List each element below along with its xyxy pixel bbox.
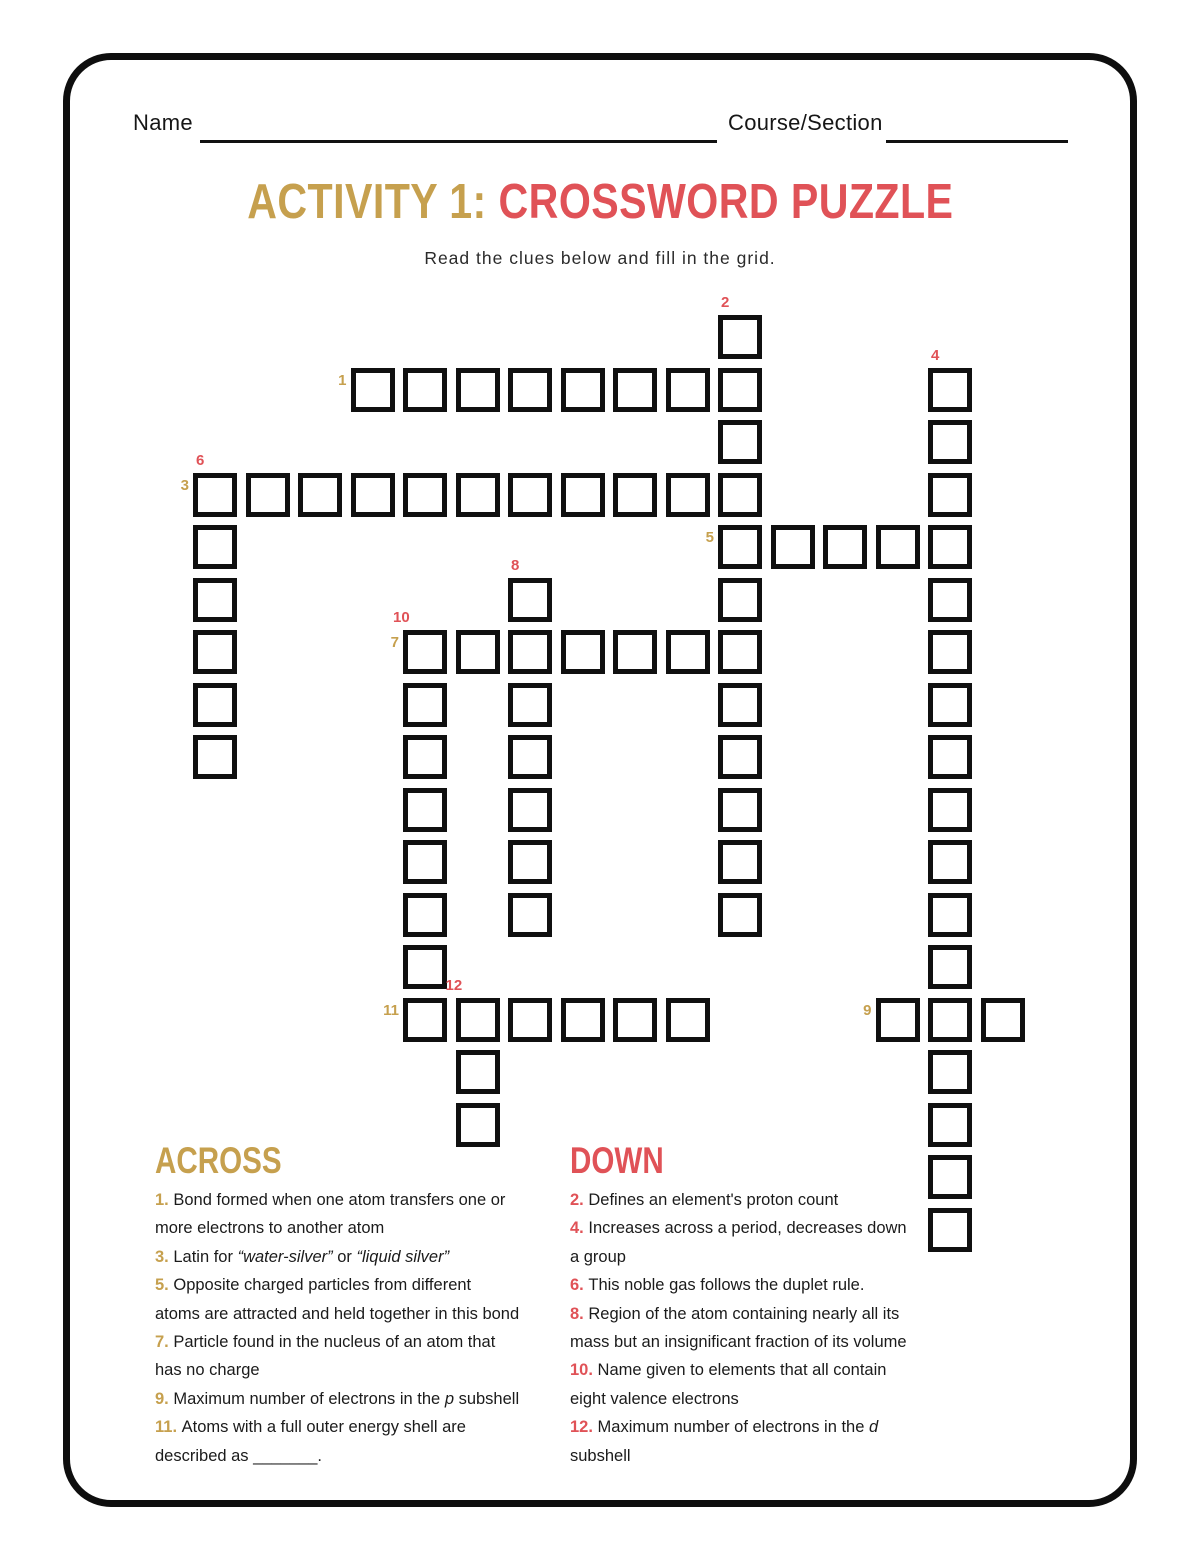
crossword-cell[interactable] xyxy=(928,1103,972,1147)
grid-number-8: 8 xyxy=(511,556,520,574)
crossword-cell[interactable] xyxy=(246,473,290,517)
crossword-cell[interactable] xyxy=(456,473,500,517)
crossword-cell[interactable] xyxy=(928,788,972,832)
crossword-cell[interactable] xyxy=(666,998,710,1042)
clue-number: 2. xyxy=(570,1191,589,1209)
crossword-cell[interactable] xyxy=(876,998,920,1042)
crossword-cell[interactable] xyxy=(193,525,237,569)
crossword-cell[interactable] xyxy=(351,368,395,412)
crossword-cell[interactable] xyxy=(823,525,867,569)
clue-number: 11. xyxy=(155,1418,182,1437)
crossword-cell[interactable] xyxy=(718,735,762,779)
across-clue-list xyxy=(155,1186,520,1470)
crossword-cell[interactable] xyxy=(928,945,972,989)
crossword-cell[interactable] xyxy=(456,998,500,1042)
crossword-cell[interactable] xyxy=(561,630,605,674)
crossword-cell[interactable] xyxy=(403,788,447,832)
crossword-cell[interactable] xyxy=(718,473,762,517)
crossword-cell[interactable] xyxy=(928,1155,972,1199)
crossword-cell[interactable] xyxy=(718,315,762,359)
crossword-cell[interactable] xyxy=(928,473,972,517)
down-clue-2: 2. Defines an element's proton count xyxy=(570,1191,839,1209)
clue-number: 10. xyxy=(570,1361,598,1380)
clue-number: 12. xyxy=(570,1418,598,1437)
crossword-cell[interactable] xyxy=(928,368,972,412)
crossword-cell[interactable] xyxy=(193,735,237,779)
crossword-cell[interactable] xyxy=(718,578,762,622)
crossword-cell[interactable] xyxy=(718,525,762,569)
crossword-cell[interactable] xyxy=(928,525,972,569)
crossword-cell[interactable] xyxy=(403,630,447,674)
crossword-cell[interactable] xyxy=(718,893,762,937)
course-section-label: Course/Section xyxy=(728,110,883,135)
crossword-cell[interactable] xyxy=(718,788,762,832)
crossword-cell[interactable] xyxy=(403,683,447,727)
title-activity: ACTIVITY 1: xyxy=(246,175,499,229)
crossword-cell[interactable] xyxy=(193,578,237,622)
clue-number: 7. xyxy=(155,1333,174,1352)
crossword-cell[interactable] xyxy=(771,525,815,569)
crossword-cell[interactable] xyxy=(718,683,762,727)
crossword-cell[interactable] xyxy=(613,473,657,517)
down-clue-12: 12. Maximum number of electrons in the d subshell xyxy=(570,1418,879,1465)
across-clue-3: 3. Latin for “water-silver” or “liquid silver” xyxy=(155,1247,450,1266)
clue-number: 1. xyxy=(155,1191,174,1209)
grid-number-11: 11 xyxy=(383,1001,399,1019)
clue-number: 4. xyxy=(570,1219,589,1238)
crossword-cell[interactable] xyxy=(298,473,342,517)
crossword-cell[interactable] xyxy=(561,473,605,517)
across-clue-1: 1. Bond formed when one atom transfers one or more electrons to another atom xyxy=(155,1191,506,1238)
crossword-cell[interactable] xyxy=(403,473,447,517)
crossword-cell[interactable] xyxy=(193,683,237,727)
grid-number-9: 9 xyxy=(863,1001,872,1019)
crossword-cell[interactable] xyxy=(193,473,237,517)
down-clue-6: 6. This noble gas follows the duplet rule. xyxy=(570,1276,865,1295)
crossword-cell[interactable] xyxy=(508,840,552,884)
crossword-cell[interactable] xyxy=(928,1208,972,1252)
crossword-cell[interactable] xyxy=(928,840,972,884)
down-clue-list xyxy=(570,1186,915,1470)
crossword-cell[interactable] xyxy=(718,368,762,412)
crossword-cell[interactable] xyxy=(456,1050,500,1094)
crossword-cell[interactable] xyxy=(193,630,237,674)
down-clue-4: 4. Increases across a period, decreases down a group xyxy=(570,1219,907,1266)
across-heading: ACROSS xyxy=(155,1140,282,1181)
course-section-input-line[interactable] xyxy=(886,140,1068,143)
crossword-cell[interactable] xyxy=(718,630,762,674)
crossword-cell[interactable] xyxy=(928,683,972,727)
crossword-cell[interactable] xyxy=(561,368,605,412)
crossword-cell[interactable] xyxy=(718,420,762,464)
crossword-cell[interactable] xyxy=(561,998,605,1042)
crossword-cell[interactable] xyxy=(718,840,762,884)
crossword-cell[interactable] xyxy=(981,998,1025,1042)
title-crossword: CROSSWORD PUZZLE xyxy=(498,175,954,229)
down-heading: DOWN xyxy=(570,1140,664,1181)
crossword-cell[interactable] xyxy=(508,893,552,937)
crossword-cell[interactable] xyxy=(403,368,447,412)
crossword-cell[interactable] xyxy=(666,473,710,517)
name-input-line[interactable] xyxy=(200,140,717,143)
grid-number-6: 6 xyxy=(196,451,205,469)
crossword-cell[interactable] xyxy=(508,735,552,779)
clue-number: 3. xyxy=(155,1247,174,1266)
crossword-cell[interactable] xyxy=(666,368,710,412)
grid-number-12: 12 xyxy=(445,976,463,994)
crossword-cell[interactable] xyxy=(928,578,972,622)
crossword-cell[interactable] xyxy=(613,998,657,1042)
grid-number-3: 3 xyxy=(180,476,189,494)
crossword-cell[interactable] xyxy=(403,735,447,779)
crossword-cell[interactable] xyxy=(928,735,972,779)
crossword-cell[interactable] xyxy=(351,473,395,517)
clue-number: 9. xyxy=(155,1389,174,1408)
crossword-cell[interactable] xyxy=(403,945,447,989)
crossword-cell[interactable] xyxy=(613,630,657,674)
crossword-cell[interactable] xyxy=(928,420,972,464)
grid-number-1: 1 xyxy=(338,371,347,389)
crossword-cell[interactable] xyxy=(508,788,552,832)
crossword-cell[interactable] xyxy=(876,525,920,569)
clue-number: 6. xyxy=(570,1276,589,1295)
crossword-cell[interactable] xyxy=(456,1103,500,1147)
down-clue-10: 10. Name given to elements that all contain eight valence electrons xyxy=(570,1361,887,1408)
across-clue-5: 5. Opposite charged particles from different atoms are attracted and held together in this bond xyxy=(155,1276,520,1323)
crossword-cell[interactable] xyxy=(456,368,500,412)
across-clue-9: 9. Maximum number of electrons in the p subshell xyxy=(155,1389,520,1408)
clue-number: 5. xyxy=(155,1276,174,1295)
crossword-cell[interactable] xyxy=(508,998,552,1042)
grid-number-4: 4 xyxy=(931,346,940,364)
crossword-cell[interactable] xyxy=(928,630,972,674)
grid-number-2: 2 xyxy=(721,294,730,311)
crossword-cell[interactable] xyxy=(928,998,972,1042)
page-title xyxy=(0,174,1200,230)
crossword-cell[interactable] xyxy=(666,630,710,674)
crossword-cell[interactable] xyxy=(928,1050,972,1094)
clue-number: 8. xyxy=(570,1304,589,1323)
crossword-cell[interactable] xyxy=(403,840,447,884)
crossword-cell[interactable] xyxy=(508,473,552,517)
name-label: Name xyxy=(133,110,193,135)
across-clue-7: 7. Particle found in the nucleus of an atom that has no charge xyxy=(155,1333,496,1380)
crossword-cell[interactable] xyxy=(508,578,552,622)
crossword-cell[interactable] xyxy=(403,893,447,937)
crossword-cell[interactable] xyxy=(508,368,552,412)
grid-number-7: 7 xyxy=(390,634,399,651)
crossword-cell[interactable] xyxy=(403,998,447,1042)
crossword-cell[interactable] xyxy=(508,683,552,727)
down-clue-8: 8. Region of the atom containing nearly all its mass but an insignificant fraction of its volume xyxy=(570,1304,907,1352)
crossword-cell[interactable] xyxy=(508,630,552,674)
grid-number-5: 5 xyxy=(705,529,714,546)
grid-number-10: 10 xyxy=(393,609,410,626)
crossword-cell[interactable] xyxy=(456,630,500,674)
across-clue-11: 11. Atoms with a full outer energy shell are described as _______. xyxy=(155,1418,466,1465)
crossword-cell[interactable] xyxy=(928,893,972,937)
crossword-cell[interactable] xyxy=(613,368,657,412)
instructions-text: Read the clues below and fill in the grid. xyxy=(424,248,776,268)
